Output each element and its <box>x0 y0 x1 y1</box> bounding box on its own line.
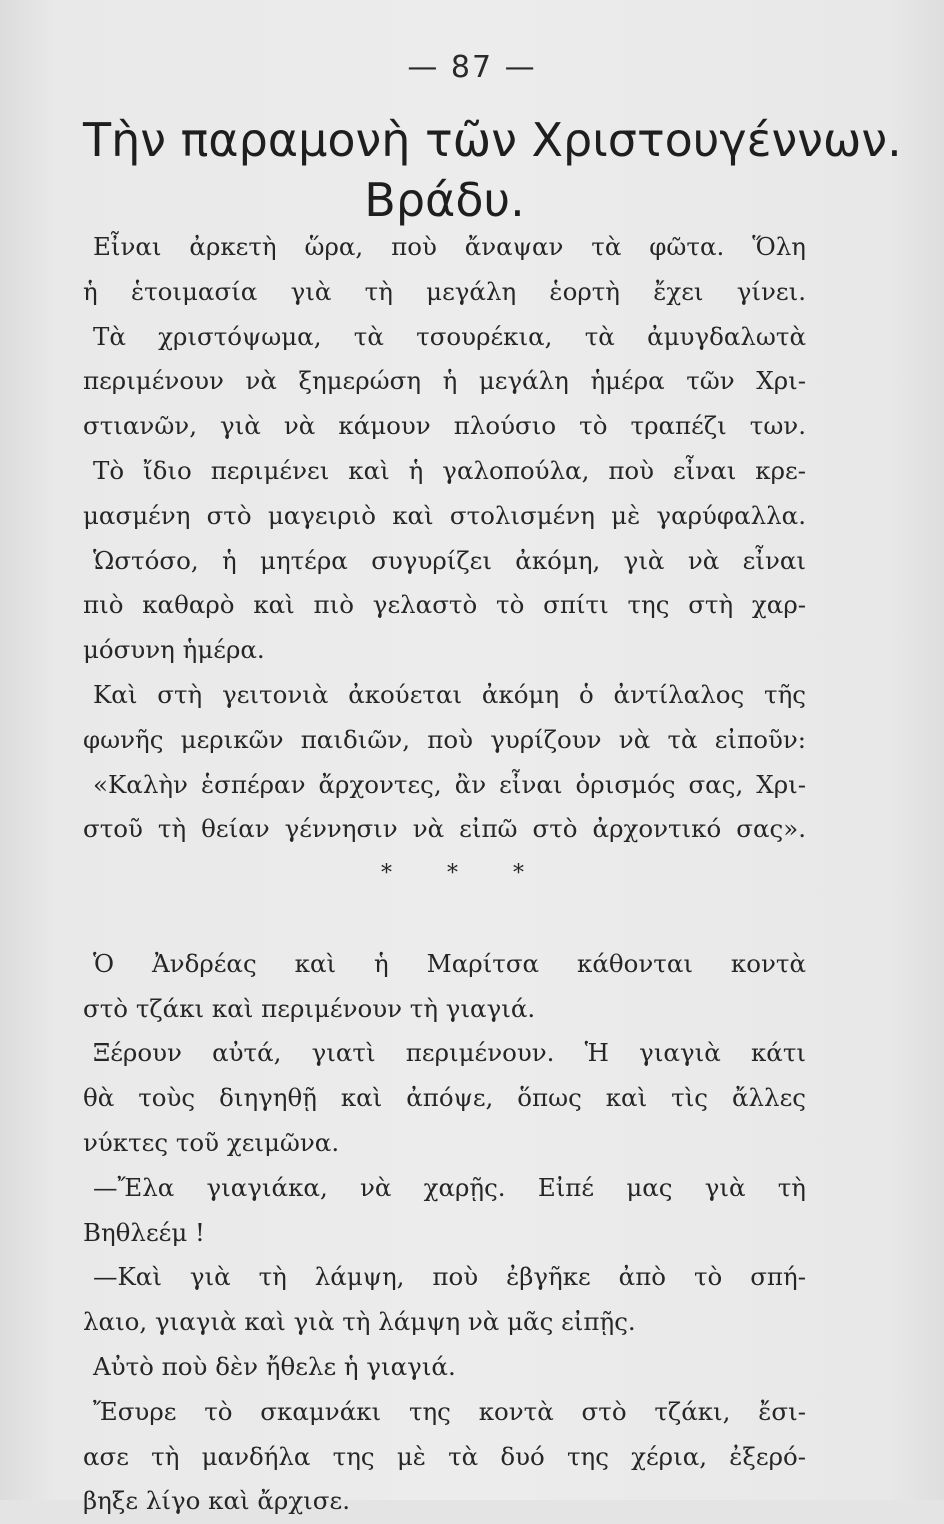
page-number: — 87 — <box>407 50 537 85</box>
text-line: Αὐτὸ ποὺ δὲν ἤθελε ἡ γιαγιά. <box>93 1351 456 1381</box>
text-line: μόσυνη ἡμέρα. <box>83 635 265 665</box>
text-line: Τὰ χριστόψωμα, τὰ τσουρέκια, τὰ ἀμυγδαλωτὰ <box>93 321 806 351</box>
text-line: στοῦ τὴ θείαν γέννησιν νὰ εἰπῶ στὸ ἀρχοντικό σας». <box>83 814 806 844</box>
text-line: Βηθλεέμ ! <box>83 1217 205 1247</box>
text-line: μασμένη στὸ μαγειριὸ καὶ στολισμένη μὲ γαρύφαλλα. <box>83 500 806 530</box>
text-line: Ἔσυρε τὸ σκαμνάκι της κοντὰ στὸ τζάκι, ἔσι- <box>93 1396 806 1426</box>
spacer <box>83 897 806 942</box>
text-line: —Ἔλα γιαγιάκα, νὰ χαρῇς. Εἰπέ μας γιὰ τὴ <box>93 1172 806 1202</box>
text-line: Ὁ Ἀνδρέας καὶ ἡ Μαρίτσα κάθονται κοντὰ <box>93 948 806 978</box>
text-line: —Καὶ γιὰ τὴ λάμψη, ποὺ ἐβγῆκε ἀπὸ τὸ σπή- <box>93 1262 806 1292</box>
text-line: λαιο, γιαγιὰ καὶ γιὰ τὴ λάμψη νὰ μᾶς εἰπῇς. <box>83 1307 636 1337</box>
text-line: Ὡστόσο, ἡ μητέρα συγυρίζει ἀκόμη, γιὰ νὰ εἶναι <box>93 545 806 575</box>
section-separator: * * * <box>381 861 548 887</box>
text-line: ἡ ἑτοιμασία γιὰ τὴ μεγάλη ἑορτὴ ἔχει γίνει. <box>83 276 806 306</box>
text-line: ασε τὴ μανδήλα της μὲ τὰ δυό της χέρια, ἐξερό- <box>83 1441 806 1471</box>
chapter-title-line-1: Τὴν παραμονὴ τῶν Χριστουγέννων. <box>83 113 902 167</box>
text-line: νύκτες τοῦ χειμῶνα. <box>83 1127 340 1157</box>
chapter-title <box>83 110 902 230</box>
text-line: στιανῶν, γιὰ νὰ κάμουν πλούσιο τὸ τραπέζι των. <box>83 411 806 441</box>
text-line: περιμένουν νὰ ξημερώση ἡ μεγάλη ἡμέρα τῶν Χρι- <box>83 366 806 396</box>
text-line: στὸ τζάκι καὶ περιμένουν τὴ γιαγιά. <box>83 993 536 1023</box>
text-line: Τὸ ἴδιο περιμένει καὶ ἡ γαλοπούλα, ποὺ εἶναι κρε- <box>93 455 806 485</box>
text-line: φωνῆς μερικῶν παιδιῶν, ποὺ γυρίζουν νὰ τὰ εἰποῦν: <box>83 724 806 754</box>
text-line: Ξέρουν αὐτά, γιατὶ περιμένουν. Ἡ γιαγιὰ κάτι <box>93 1038 806 1068</box>
text-line: βηξε λίγο καὶ ἄρχισε. <box>83 1486 350 1516</box>
text-line: θὰ τοὺς διηγηθῇ καὶ ἀπόψε, ὅπως καὶ τὶς ἄλλες <box>83 1083 806 1113</box>
chapter-title-line-2: Βράδυ. <box>364 173 525 227</box>
text-line: Εἶναι ἀρκετὴ ὥρα, ποὺ ἄναψαν τὰ φῶτα. Ὅλη <box>93 232 806 261</box>
text-line: πιὸ καθαρὸ καὶ πιὸ γελαστὸ τὸ σπίτι της στὴ χαρ- <box>83 590 806 620</box>
text-line: Καὶ στὴ γειτονιὰ ἀκούεται ἀκόμη ὁ ἀντίλαλος τῆς <box>93 679 806 709</box>
text-line: «Καλὴν ἑσπέραν ἄρχοντες, ἂν εἶναι ὁρισμός σας, Χρι- <box>93 769 806 799</box>
body-text <box>83 225 806 1524</box>
